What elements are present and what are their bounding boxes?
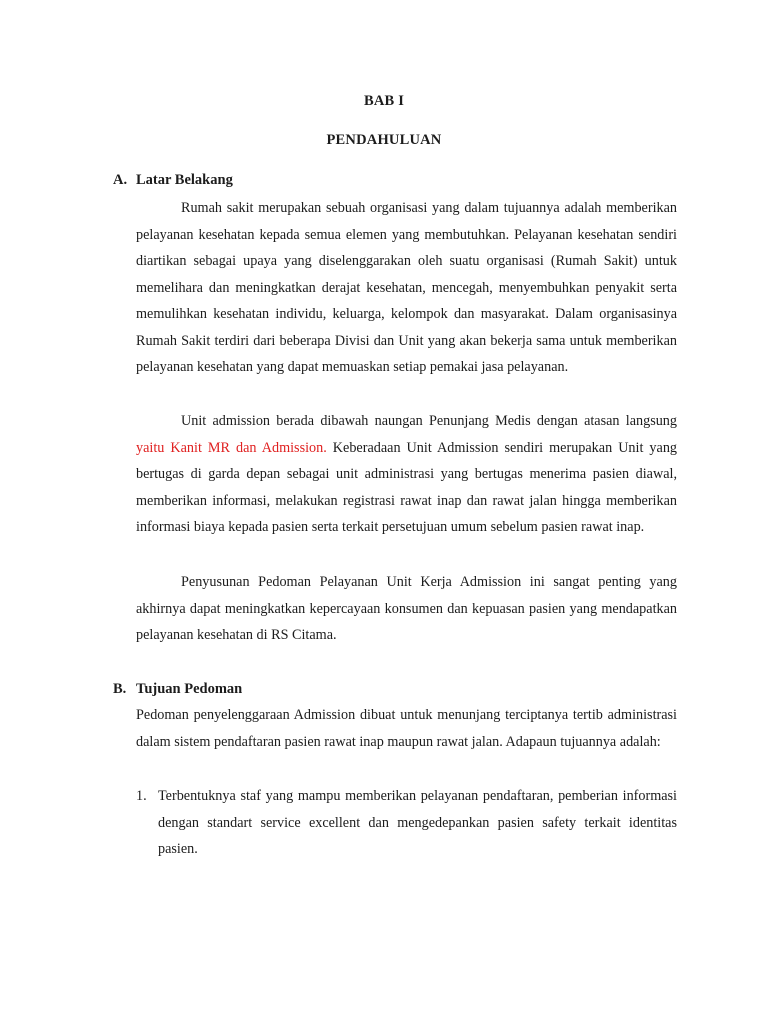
list-item-number: 1. <box>136 788 147 804</box>
section-b-heading <box>113 681 242 698</box>
section-b-paragraph-1: Pedoman penyelenggaraan Admission dibuat untuk menunjang terciptanya tertib administrasi dalam sistem pendaftaran pasien rawat inap maupun rawat jalan. Adapaun tujuannya adalah: <box>136 707 677 750</box>
section-b-letter: B. <box>113 681 127 697</box>
section-b-title: Tujuan Pedoman <box>136 681 243 697</box>
list-item <box>136 783 677 863</box>
paragraph-2-red-highlight: yaitu Kanit MR dan Admission. <box>136 439 327 456</box>
section-a-title: Latar Belakang <box>136 172 233 188</box>
section-a-paragraph-2 <box>136 408 677 541</box>
chapter-title: PENDAHULUAN <box>326 132 442 148</box>
list-item-text: Terbentuknya staf yang mampu memberikan pelayanan pendaftaran, pemberian informasi dengan standart service excellent dan mengedepankan pasien safety terkait identitas pasien. <box>158 788 677 857</box>
paragraph-2-start: Unit admission berada dibawah naungan Penunjang Medis dengan atasan langsung <box>181 413 677 429</box>
section-a-letter: A. <box>113 172 128 188</box>
chapter-number: BAB I <box>363 93 405 109</box>
section-a-heading <box>113 172 233 189</box>
section-a-paragraph-3: Penyusunan Pedoman Pelayanan Unit Kerja Admission ini sangat penting yang akhirnya dapat meningkatkan kepercayaan konsumen dan kepuasan pasien yang mendapatkan pelayanan kesehatan di RS Citama. <box>136 574 677 643</box>
paragraph-2-end: Keberadaan Unit Admission sendiri merupakan Unit yang bertugas di garda depan sebagai unit administrasi yang bertugas menerima pasien diawal, memberikan informasi, melakukan registrasi rawat inap dan rawat jalan hingga memberikan informasi biaya kepada pasien serta terkait persetujuan umum sebelum pasien rawat inap. <box>136 439 678 535</box>
section-a-paragraph-1: Rumah sakit merupakan sebuah organisasi yang dalam tujuannya adalah memberikan pelayanan kesehatan kepada semua elemen yang membutuhkan. Pelayanan kesehatan sendiri diartikan sebagai upaya yang diselenggarakan oleh suatu organisasi (Rumah Sakit) untuk memelihara dan meningkatkan derajat kesehatan, mencegah, menyembuhkan penyakit serta memulihkan kesehatan individu, keluarga, kelompok dan masyarakat. Dalam organisasinya Rumah Sakit terdiri dari beberapa Divisi dan Unit yang akan bekerja sama untuk memberikan pelayanan kesehatan yang dapat memuaskan setiap pemakai jasa pelayanan. <box>136 200 677 375</box>
